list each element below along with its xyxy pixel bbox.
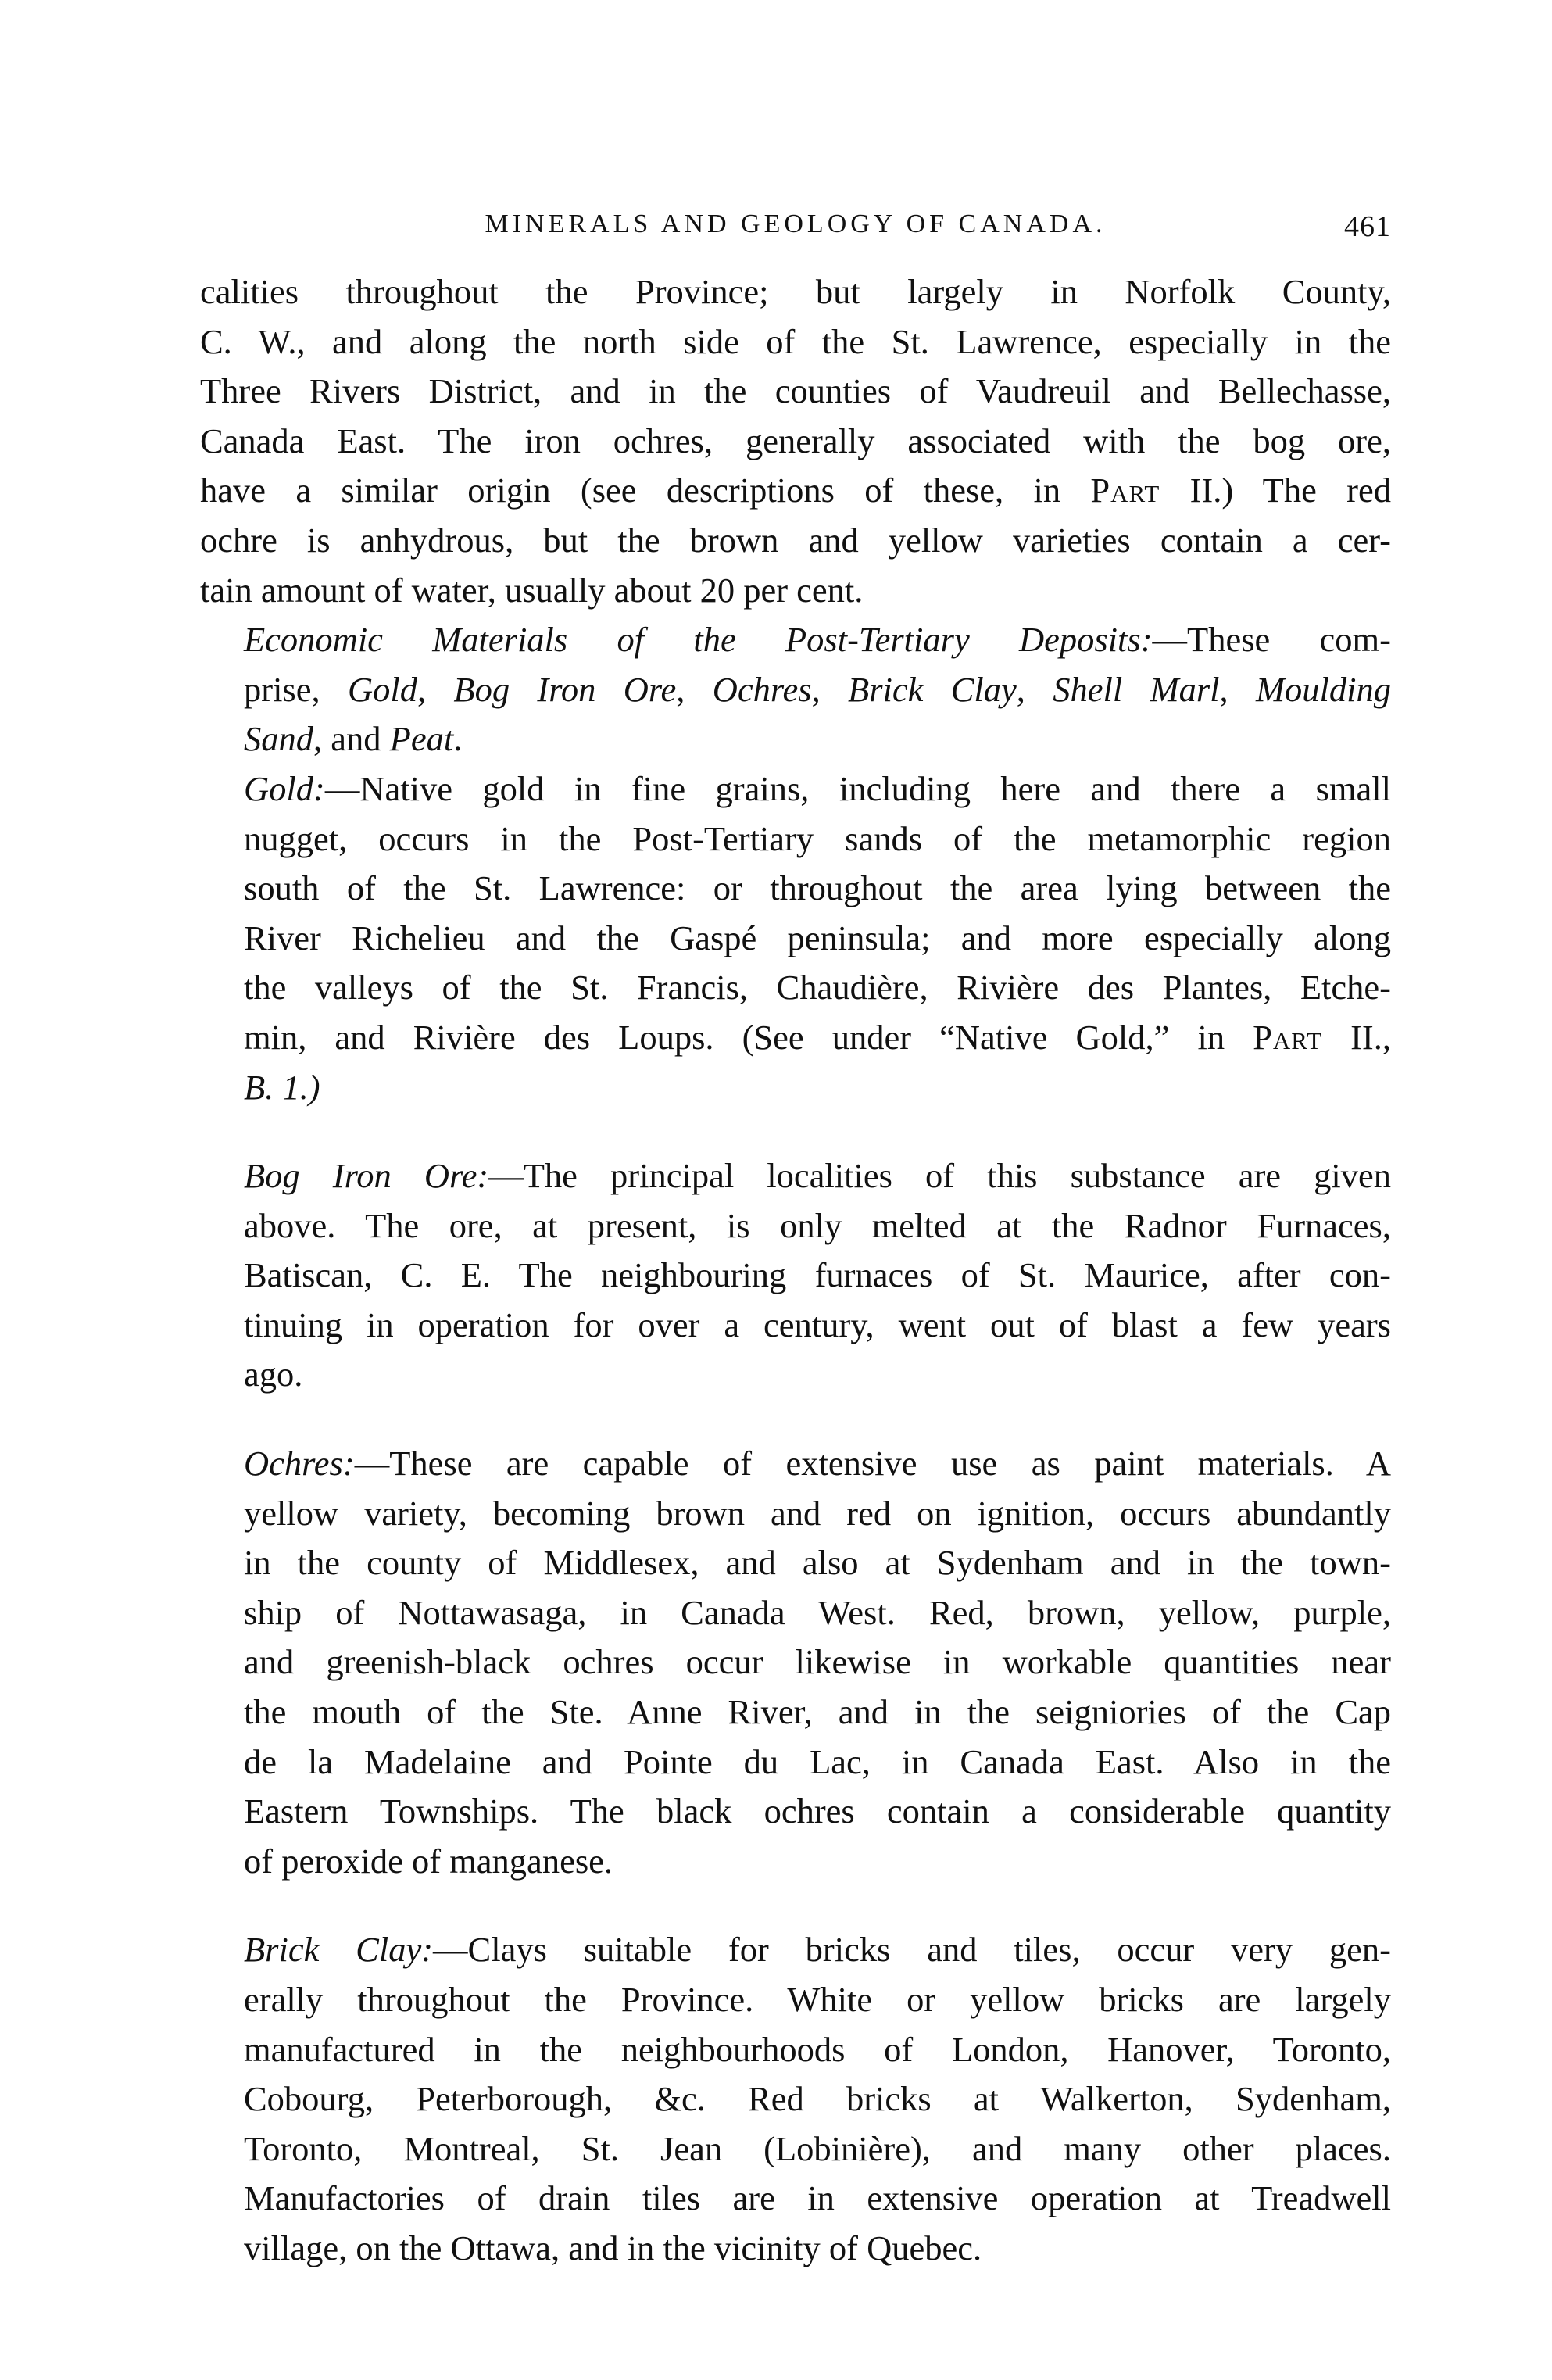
text-line: have a similar origin (see descriptions of these, in Part II.) The red: [200, 471, 1391, 510]
text-line: River Richelieu and the Gaspé peninsula; and more especially along: [244, 918, 1391, 957]
material-item: Sand: [244, 719, 313, 759]
section-heading: Brick Clay:: [244, 1930, 434, 1970]
text-line: [200, 764, 1391, 814]
text-line: [200, 1151, 1391, 1201]
text-line: Batiscan, C. E. The neighbouring furnaces of St. Maurice, after con-: [244, 1255, 1391, 1295]
text-line: nugget, occurs in the Post-Tertiary sands of the metamorphic region: [244, 818, 1391, 858]
text-run: —The principal localities of this substance are given: [488, 1156, 1391, 1196]
text-line: [200, 1925, 1391, 1975]
material-item: Brick Clay: [848, 669, 1017, 709]
paragraph-continuation: [200, 267, 1391, 615]
text-line: Sand, and Peat.: [244, 719, 463, 759]
text-run: , and: [313, 719, 390, 759]
section-heading: Ochres:: [244, 1444, 355, 1483]
text-line: Canada East. The iron ochres, generally associated with the bog ore,: [200, 421, 1391, 460]
text-line: above. The ore, at present, is only melted at the Radnor Furnaces,: [244, 1205, 1391, 1245]
text-line: Eastern Townships. The black ochres contain a considerable quantity: [244, 1791, 1391, 1831]
text-line: south of the St. Lawrence: or throughout the area lying between the: [244, 868, 1391, 908]
text-run: —Clays suitable for bricks and tiles, occur very gen-: [433, 1930, 1391, 1970]
text-line: Three Rivers District, and in the counties of Vaudreuil and Bellechasse,: [200, 371, 1391, 411]
text-run: —These com-: [1152, 620, 1391, 660]
text-line: min, and Rivière des Loups. (See under “Native Gold,” in Part II.,: [244, 1017, 1391, 1057]
body-text: [200, 267, 1391, 2274]
text-line: prise, Gold, Bog Iron Ore, Ochres, Brick Clay, Shell Marl, Moulding: [244, 669, 1392, 709]
text-line: yellow variety, becoming brown and red on ignition, occurs abundantly: [244, 1493, 1391, 1533]
text-run: prise,: [244, 669, 348, 709]
text-line: tain amount of water, usually about 20 per cent.: [200, 570, 864, 610]
running-head: [200, 209, 1391, 256]
text-line: tinuing in operation for over a century, went out of blast a few years: [244, 1305, 1391, 1344]
text-line: Manufactories of drain tiles are in extensive operation at Treadwell: [244, 2178, 1391, 2218]
paragraph-brick-clay: [200, 1925, 1391, 2273]
running-title: MINERALS AND GEOLOGY OF CANADA.: [485, 209, 1107, 238]
text-line: village, on the Ottawa, and in the vicinity of Quebec.: [244, 2228, 982, 2267]
text-line: ship of Nottawasaga, in Canada West. Red, brown, yellow, purple,: [244, 1592, 1391, 1632]
book-page: [200, 209, 1391, 2274]
paragraph-gold: [200, 764, 1391, 1112]
material-item: Bog Iron Ore: [453, 669, 677, 709]
material-item: Peat: [389, 719, 454, 759]
material-item: Gold: [347, 669, 417, 709]
paragraph-bog-iron-ore: [200, 1151, 1391, 1400]
text-line: [200, 1439, 1391, 1489]
text-line: erally throughout the Province. White or yellow bricks are largely: [244, 1980, 1391, 2019]
text-line: [200, 615, 1391, 665]
section-heading: Economic Materials of the Post-Tertiary Deposits:: [244, 620, 1153, 660]
paragraph-ochres: [200, 1439, 1391, 1886]
paragraph-economic-materials: [200, 615, 1391, 764]
text-line: of peroxide of manganese.: [244, 1841, 613, 1881]
text-run: —These are capable of extensive use as paint materials. A: [354, 1444, 1391, 1483]
text-line: the valleys of the St. Francis, Chaudière, Rivière des Plantes, Etche-: [244, 968, 1391, 1007]
text-run: —Native gold in fine grains, including here and there a small: [324, 768, 1391, 808]
text-line: de la Madelaine and Pointe du Lac, in Canada East. Also in the: [244, 1741, 1391, 1781]
text-line: B. 1.): [244, 1067, 320, 1107]
material-item: Shell Marl: [1053, 669, 1220, 709]
text-line: C. W., and along the north side of the St. Lawrence, especially in the: [200, 321, 1391, 361]
section-heading: Gold:: [244, 768, 325, 808]
text-line: the mouth of the Ste. Anne River, and in the seigniories of the Cap: [244, 1692, 1391, 1732]
text-line: ochre is anhydrous, but the brown and yellow varieties contain a cer-: [200, 520, 1391, 560]
text-line: ago.: [244, 1355, 303, 1394]
text-line: Toronto, Montreal, St. Jean (Lobinière), and many other places.: [244, 2128, 1391, 2168]
text-line: Cobourg, Peterborough, &c. Red bricks at Walkerton, Sydenham,: [244, 2079, 1391, 2119]
page-number: 461: [1344, 210, 1391, 243]
text-line: calities throughout the Province; but largely in Norfolk County,: [200, 272, 1391, 311]
material-item: Ochres: [712, 669, 812, 709]
text-line: manufactured in the neighbourhoods of London, Hanover, Toronto,: [244, 2029, 1391, 2069]
text-line: in the county of Middlesex, and also at Sydenham and in the town-: [244, 1543, 1391, 1583]
section-heading: Bog Iron Ore:: [244, 1156, 489, 1196]
small-caps-part: Part: [1253, 1017, 1323, 1057]
text-line: and greenish-black ochres occur likewise in workable quantities near: [244, 1642, 1391, 1682]
small-caps-part: Part: [1090, 471, 1160, 510]
material-item: Moulding: [1255, 669, 1392, 709]
